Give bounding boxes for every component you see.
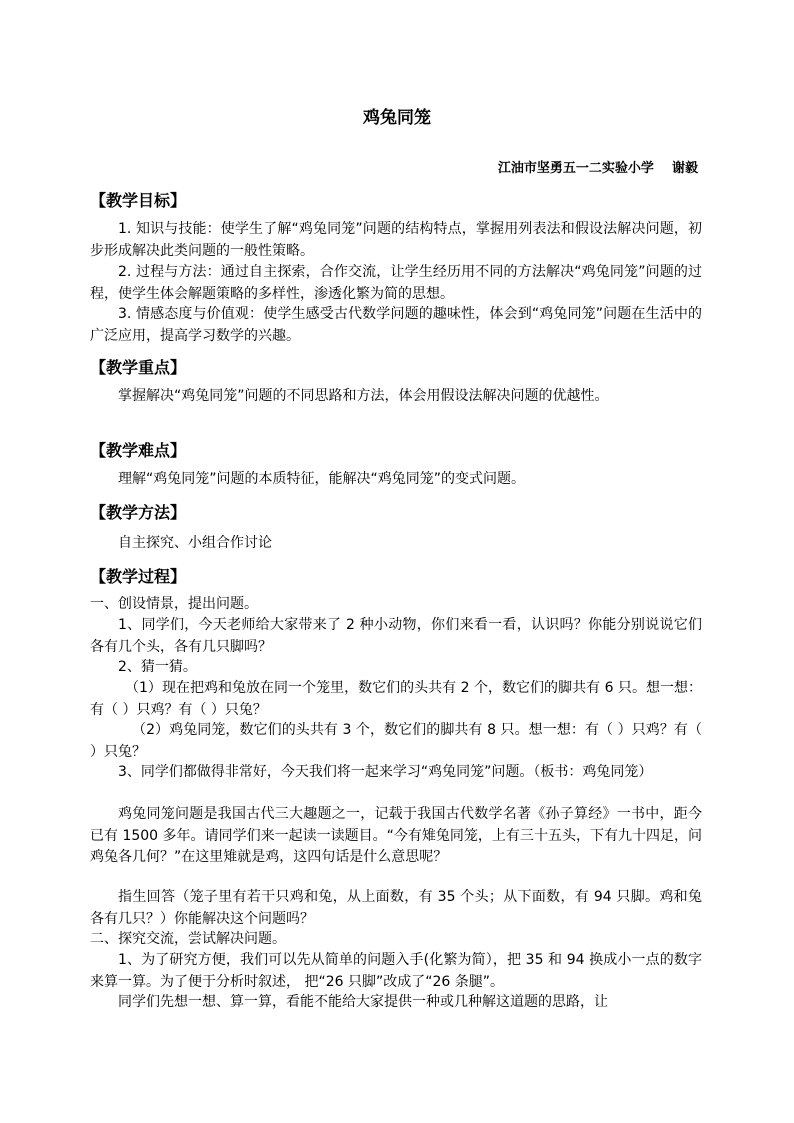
paragraph: 指生回答（笼子里有若干只鸡和兔，从上面数，有 35 个头；从下面数，有 94 只脚。鸡和兔各有几只？）你能解决这个问题吗？ bbox=[90, 889, 702, 927]
paragraph: 2. 过程与方法：通过自主探索，合作交流，让学生经历用不同的方法解决“鸡兔同笼”问题的过程，使学生体会解题策略的多样性，渗透化繁为简的思想。 bbox=[90, 264, 702, 302]
section-heading-difficulty: 【教学难点】 bbox=[90, 441, 187, 460]
paragraph: 自主探究、小组合作讨论 bbox=[118, 535, 272, 551]
section-heading-key: 【教学重点】 bbox=[90, 358, 187, 377]
paragraph: 掌握解决“鸡兔同笼”问题的不同思路和方法，体会用假设法解决问题的优越性。 bbox=[118, 388, 609, 404]
section-heading-goals: 【教学目标】 bbox=[90, 191, 187, 210]
paragraph: （2）鸡兔同笼，数它们的头共有 3 个，数它们的脚共有 8 只。想一想：有（ ）只鸡？有（ ）只兔？ bbox=[90, 722, 702, 760]
paragraph: 同学们先想一想、算一算，看能不能给大家提供一种或几种解这道题的思路，让 bbox=[118, 994, 608, 1010]
paragraph: 1. 知识与技能：使学生了解“鸡兔同笼”问题的结构特点，掌握用列表法和假设法解决问题，初步形成解决此类问题的一般性策略。 bbox=[90, 221, 702, 259]
document-title: 鸡兔同笼 bbox=[363, 108, 431, 128]
paragraph: 3. 情感态度与价值观：使学生感受古代数学问题的趣味性，体会到“鸡兔同笼”问题在生活中的广泛应用，提高学习数学的兴趣。 bbox=[90, 306, 702, 344]
section-heading-method: 【教学方法】 bbox=[90, 503, 187, 522]
subsection-title: 二、探究交流，尝试解决问题。 bbox=[90, 931, 286, 947]
author-line: 江油市坚勇五一二实验小学 谢毅 bbox=[497, 161, 698, 176]
paragraph: 2、猜一猜。 bbox=[118, 659, 197, 675]
paragraph: 1、同学们，今天老师给大家带来了 2 种小动物，你们来看一看，认识吗？你能分别说说它们各有几个头，各有几只脚吗？ bbox=[90, 617, 702, 655]
paragraph: 1、为了研究方便，我们可以先从简单的问题入手(化繁为简），把 35 和 94 换成小一点的数字来算一算。为了便于分析时叙述， 把“26 只脚”改成了“26 条腿”。 bbox=[90, 952, 702, 990]
section-heading-process: 【教学过程】 bbox=[90, 567, 187, 586]
paragraph: 理解“鸡兔同笼”问题的本质特征，能解决“鸡兔同笼”的变式问题。 bbox=[118, 471, 526, 487]
subsection-title: 一、创设情景，提出问题。 bbox=[90, 596, 258, 612]
paragraph: 鸡兔同笼问题是我国古代三大趣题之一，记载于我国古代数学名著《孙子算经》一书中，距今已有 1500 多年。请同学们来一起读一读题目。“今有雉兔同笼，上有三十五头，下有九十四足，问鸡兔各几何？”在这里雉就是鸡，这四句话是什么意思呢？ bbox=[90, 806, 702, 865]
paragraph: （1）现在把鸡和兔放在同一个笼里，数它们的头共有 2 个，数它们的脚共有 6 只。想一想：有（ ）只鸡？有（ ）只兔？ bbox=[90, 680, 702, 718]
paragraph: 3、同学们都做得非常好，今天我们将一起来学习“鸡兔同笼”问题。（板书：鸡兔同笼） bbox=[118, 764, 653, 780]
